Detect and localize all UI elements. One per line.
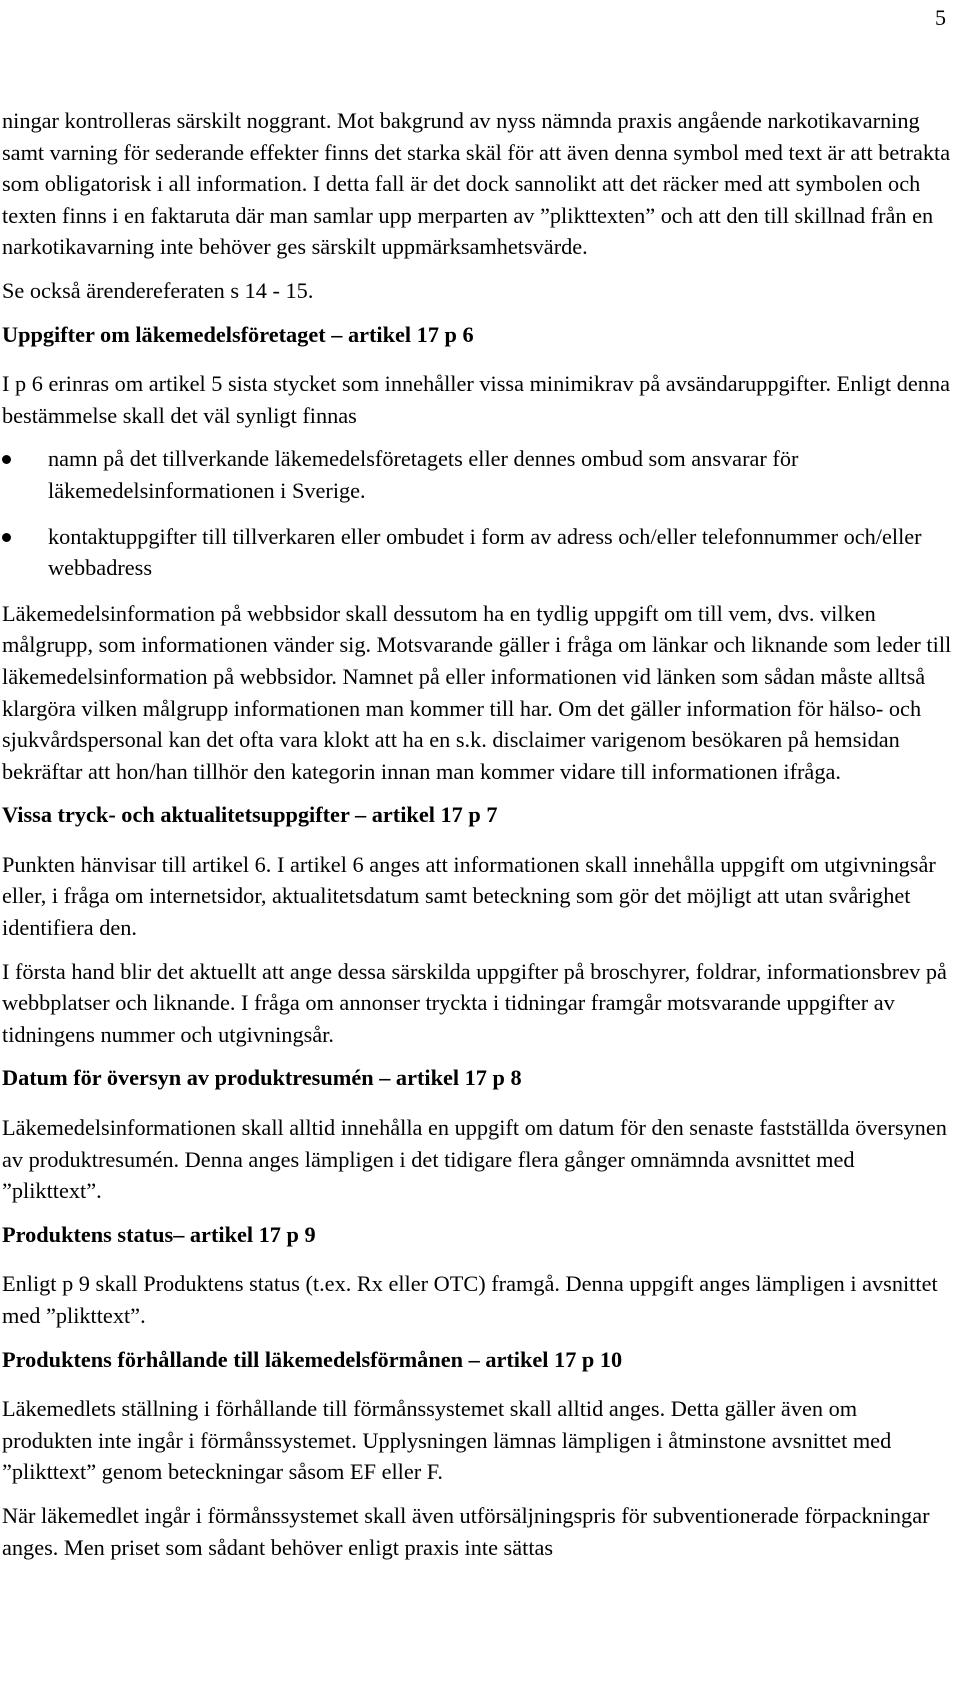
heading-produktens-status: Produktens status– artikel 17 p 9 [2, 1221, 316, 1247]
paragraph-artikel-6: Punkten hänvisar till artikel 6. I artikel 6 anges att informationen skall innehålla uppgift om utgivningsår eller, i fråga om internetsidor, aktualitetsdatum samt beteckning som gör det möjligt att utan svårighet identifiera den. [2, 851, 936, 941]
list-item-text: namn på det tillverkande läkemedelsföretagets eller dennes ombud som ansvarar för läkemedelsinformationen i Sverige. [48, 446, 799, 503]
paragraph-webbsidor: Läkemedelsinformation på webbsidor skall dessutom ha en tydlig uppgift om till vem, dvs. vilken målgrupp, som informationen vänder sig. Motsvarande gäller i fråga om länkar och liknande som leder till läkemedelsinformation på webbsidor. Namnet på eller informationen vid länken som sådan måste alltså klargöra vilken målgrupp informationen man kommer till har. Om det gäller information för hälso- och sjukvårdspersonal kan det ofta vara klokt att ha en s.k. disclaimer varigenom besökaren på hemsidan bekräftar att hon/han tillhör den kategorin innan man kommer vidare till informationen ifråga. [2, 600, 952, 784]
paragraph-status: Enligt p 9 skall Produktens status (t.ex. Rx eller OTC) framgå. Denna uppgift anges lämpligen i avsnittet med ”plikttext”. [2, 1271, 938, 1328]
heading-datum-oversyn: Datum för översyn av produktresumén – artikel 17 p 8 [2, 1065, 522, 1091]
paragraph-produktresume: Läkemedelsinformationen skall alltid innehålla en uppgift om datum för den senaste fastställda översynen av produktresumén. Denna anges lämpligen i det tidigare flera gånger omnämnda avsnittet med ”plikttext”. [2, 1115, 947, 1204]
paragraph-broschyrer: I första hand blir det aktuellt att ange dessa särskilda uppgifter på broschyrer, foldrar, informationsbrev på webbplatser och liknande. I fråga om annonser tryckta i tidningar framgår motsvarande uppgifter av tidningens nummer och utgivningsår. [2, 958, 947, 1047]
bullet-list [2, 443, 952, 583]
heading-uppgifter-lakemedelsforetaget: Uppgifter om läkemedelsföretaget – artikel 17 p 6 [2, 321, 474, 347]
paragraph-avsandaruppgifter: I p 6 erinras om artikel 5 sista stycket som innehåller vissa minimikrav på avsändaruppgifter. Enligt denna bestämmelse skall det väl synligt finnas [2, 371, 950, 428]
heading-tryck-aktualitet: Vissa tryck- och aktualitetsuppgifter – artikel 17 p 7 [2, 802, 498, 828]
page-number: 5 [935, 5, 946, 30]
paragraph-se-ocksa: Se också ärendereferaten s 14 - 15. [2, 277, 314, 303]
list-item [2, 521, 952, 584]
bullet-icon [2, 533, 11, 542]
list-item-text: kontaktuppgifter till tillverkaren eller ombudet i form av adress och/eller telefonnummer och/eller webbadress [48, 523, 922, 581]
bullet-icon [2, 455, 11, 464]
document-body [2, 105, 952, 1575]
paragraph-narkotikavarning: ningar kontrolleras särskilt noggrant. Mot bakgrund av nyss nämnda praxis angående narkotikavarning samt varning för sederande effekter finns det starka skäl för att även denna symbol med text är att betrakta som obligatorisk i all information. I detta fall är det dock sannolikt att det räcker med att symbolen och texten finns i en faktaruta där man samlar upp merparten av ”plikttexten” och att den till skillnad från en narkotikavarning inte behöver ges särskilt uppmärksamhetsvärde. [2, 108, 951, 260]
heading-lakemedelsformanen: Produktens förhållande till läkemedelsförmånen – artikel 17 p 10 [2, 1346, 623, 1372]
paragraph-utforsaljningspris: När läkemedlet ingår i förmånssystemet skall även utförsäljningspris för subventionerade förpackningar anges. Men priset som sådant behöver enligt praxis inte sättas [2, 1502, 930, 1560]
list-item [2, 443, 952, 506]
paragraph-formanssystemet: Läkemedlets ställning i förhållande till förmånssystemet skall alltid anges. Detta gäller även om produkten inte ingår i förmånssystemet. Upplysningen lämnas lämpligen i åtminstone avsnittet med ”plikttext” genom beteckningar såsom EF eller F. [2, 1396, 892, 1485]
